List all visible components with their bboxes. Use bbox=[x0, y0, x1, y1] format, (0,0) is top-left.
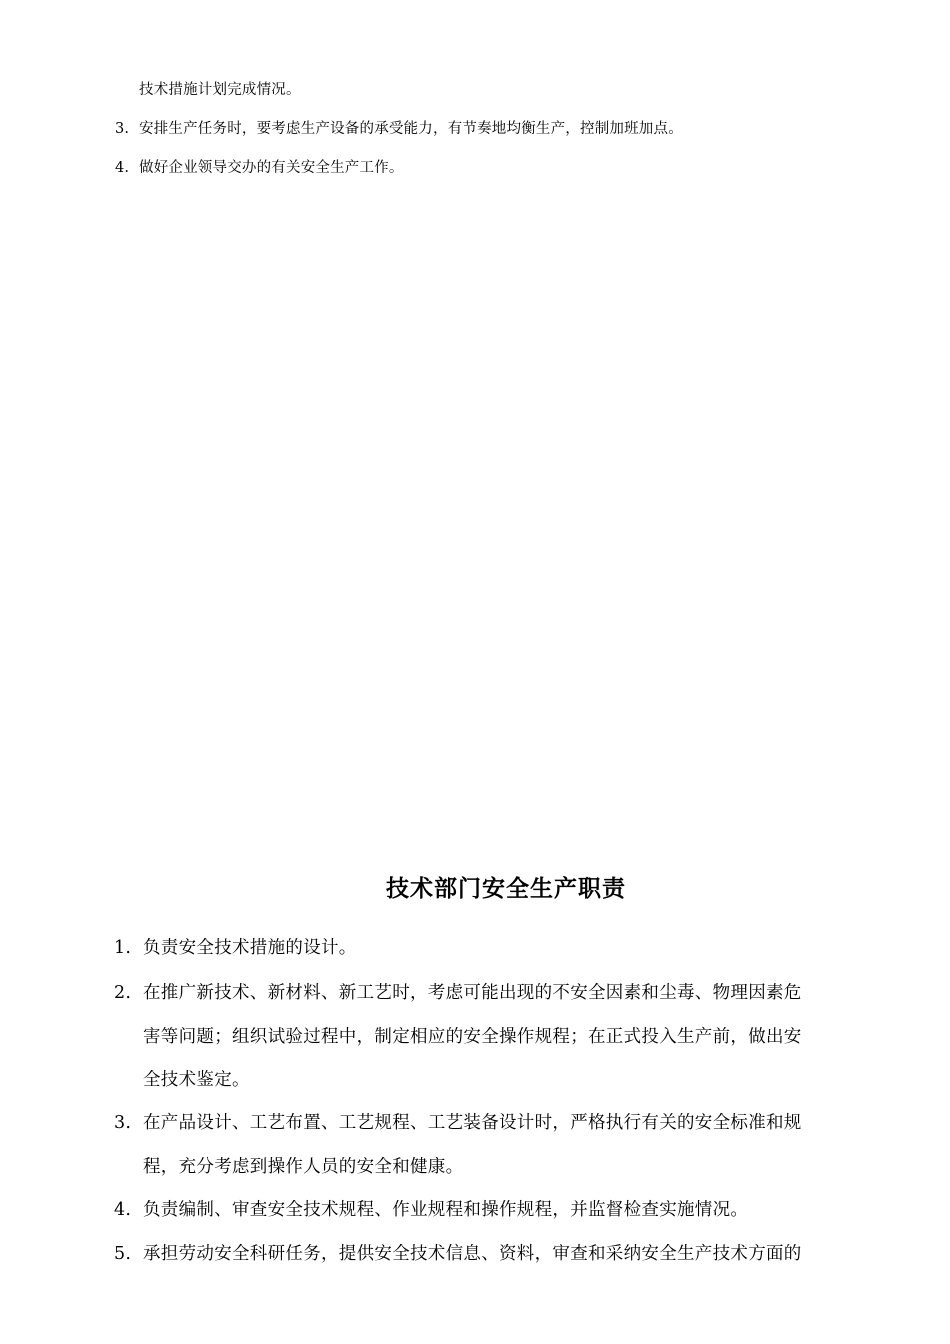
list-item-3-cont-1: 程，充分考虑到操作人员的安全和健康。 bbox=[143, 1157, 464, 1177]
continuation-line: 技术措施计划完成情况。 bbox=[139, 82, 301, 98]
list-item-line: 在产品设计、工艺布置、工艺规程、工艺装备设计时，严格执行有关的安全标准和规 bbox=[143, 1113, 802, 1133]
list-item-3 bbox=[114, 1109, 802, 1134]
list-item-1 bbox=[114, 934, 357, 959]
list-item-number: 2. bbox=[114, 983, 132, 1003]
list-item-4-top bbox=[115, 156, 404, 177]
list-item-line: 负责安全技术措施的设计。 bbox=[143, 938, 357, 958]
list-item-line: 承担劳动安全科研任务，提供安全技术信息、资料，审查和采纳安全生产技术方面的 bbox=[143, 1244, 802, 1264]
list-item-number: 3. bbox=[115, 121, 130, 137]
list-item-3-top bbox=[115, 117, 683, 138]
list-item-4 bbox=[114, 1196, 748, 1221]
list-item-number: 4. bbox=[115, 160, 130, 176]
list-item-number: 4. bbox=[114, 1200, 132, 1220]
list-item-number: 3. bbox=[114, 1113, 132, 1133]
list-item-line: 在推广新技术、新材料、新工艺时，考虑可能出现的不安全因素和尘毒、物理因素危 bbox=[143, 983, 802, 1003]
list-item-5 bbox=[114, 1240, 802, 1265]
list-item-text: 做好企业领导交办的有关安全生产工作。 bbox=[139, 160, 404, 176]
list-item-2-cont-1: 害等问题；组织试验过程中，制定相应的安全操作规程；在正式投入生产前，做出安 bbox=[143, 1027, 802, 1047]
section-title: 技术部门安全生产职责 bbox=[386, 876, 626, 902]
list-item-number: 5. bbox=[114, 1244, 132, 1264]
list-item-2 bbox=[114, 979, 802, 1004]
list-item-2-cont-2: 全技术鉴定。 bbox=[143, 1070, 250, 1090]
list-item-text: 安排生产任务时，要考虑生产设备的承受能力，有节奏地均衡生产，控制加班加点。 bbox=[139, 121, 683, 137]
list-item-line: 负责编制、审查安全技术规程、作业规程和操作规程，并监督检查实施情况。 bbox=[143, 1200, 749, 1220]
list-item-number: 1. bbox=[114, 938, 132, 958]
